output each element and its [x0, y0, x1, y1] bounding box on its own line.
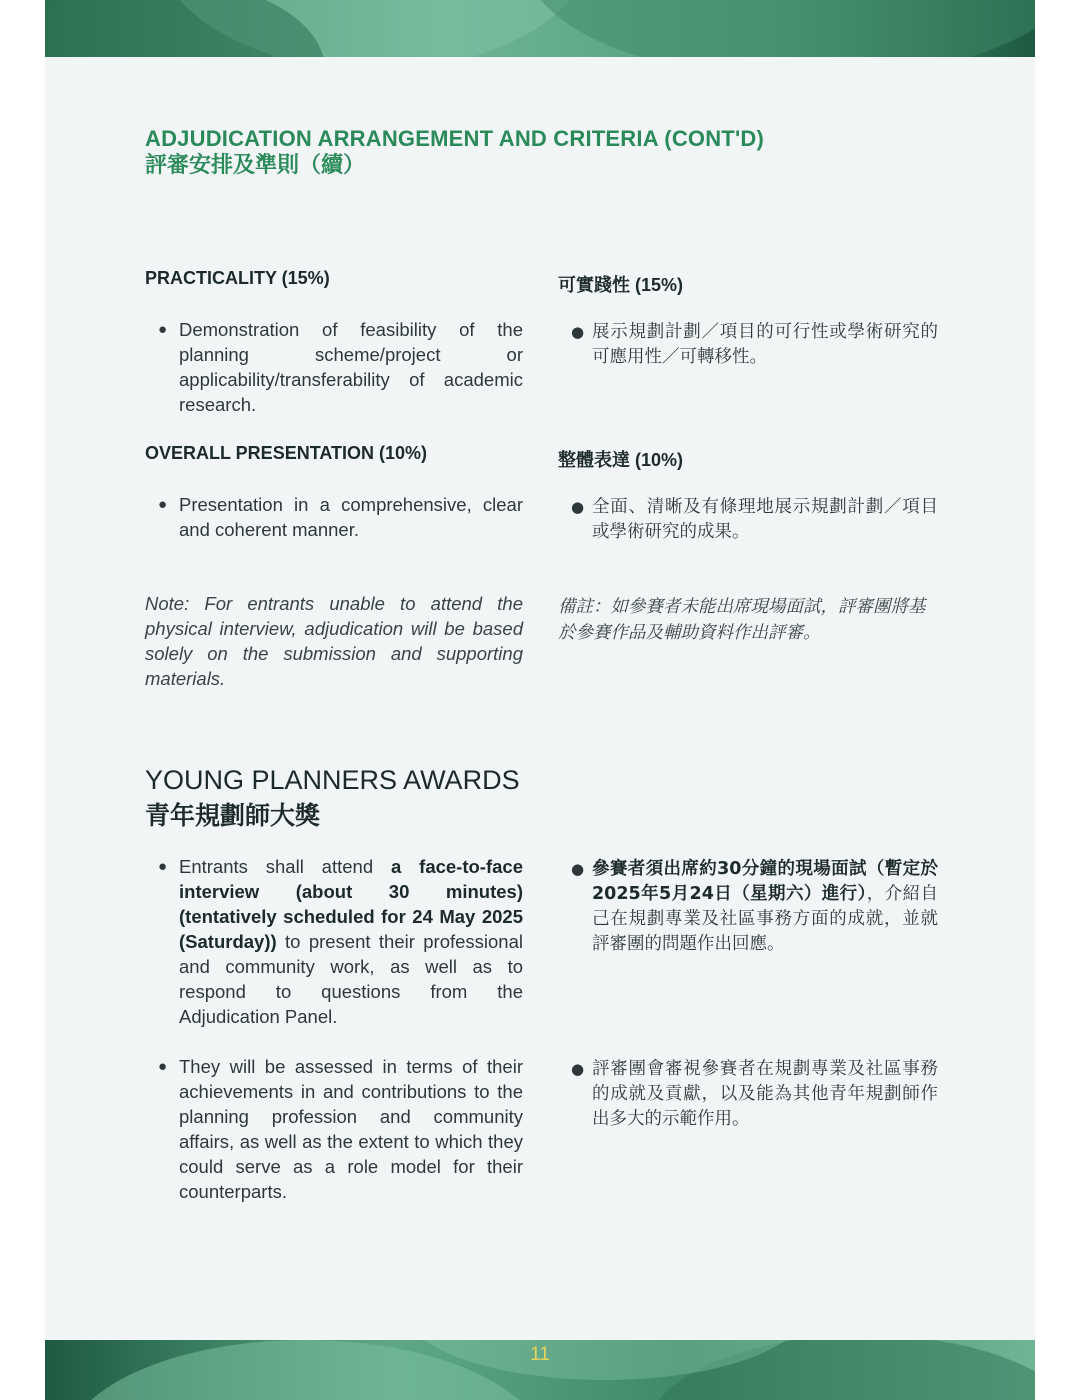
- young-planners-list-zh-1: [558, 857, 938, 957]
- practicality-text-zh: 展示規劃計劃／項目的可行性或學術研究的可應用性／可轉移性。: [592, 322, 938, 367]
- note-text-en: Note: For entrants unable to attend the physical interview, adjudication will be based solely on the submission and supporting materials.: [145, 593, 523, 689]
- overall-heading-zh: 整體表達 (10%): [558, 450, 684, 470]
- overall-list-en: [145, 492, 523, 542]
- yp-bullet1-en-bold: a face-to-face interview (about 30 minutes) (tentatively scheduled for 24 May 2025 (Saturday)): [179, 856, 523, 952]
- overall-heading-en: OVERALL PRESENTATION (10%): [145, 443, 428, 463]
- yp-bullet1-zh-bold: 參賽者須出席約30分鐘的現場面試（暫定於2025年5月24日（星期六）進行）: [592, 859, 938, 904]
- practicality-heading-en: PRACTICALITY (15%): [145, 268, 330, 288]
- list-item: ● 評審團會審視參賽者在規劃專業及社區事務的成就及貢獻，以及能為其他青年規劃師作出多大的示範作用。: [571, 1059, 938, 1129]
- young-planners-list-en: [145, 854, 523, 1204]
- note-en-block: [145, 591, 523, 691]
- yp-bullet2-zh: 評審團會審視參賽者在規劃專業及社區事務的成就及貢獻，以及能為其他青年規劃師作出多大的示範作用。: [592, 1059, 938, 1129]
- practicality-text-en: Demonstration of feasibility of the planning scheme/project or applicability/transferability of academic research.: [179, 319, 523, 415]
- young-planners-list-zh-2: [558, 1057, 938, 1132]
- yp-bullet1-en-pre: Entrants shall attend: [179, 856, 391, 877]
- yp-bullet1-zh-post: ，介紹自己在規劃專業及社區事務方面的成就，並就評審團的問題作出回應。: [592, 884, 938, 954]
- young-planners-title-en: YOUNG PLANNERS AWARDS: [145, 765, 520, 795]
- list-item: ● 參賽者須出席約30分鐘的現場面試（暫定於2025年5月24日（星期六）進行），介紹自己在規劃專業及社區事務方面的成就，並就評審團的問題作出回應。: [571, 859, 938, 954]
- page-title-zh: 評審安排及準則（續）: [145, 153, 366, 178]
- practicality-heading-zh: 可實踐性 (15%): [558, 275, 684, 295]
- list-item: ● 展示規劃計劃／項目的可行性或學術研究的可應用性／可轉移性。: [571, 322, 938, 367]
- list-item: ● Demonstration of feasibility of the planning scheme/project or applicability/transferability of academic research.: [158, 319, 523, 415]
- overall-list-zh: [558, 495, 938, 545]
- overall-text-en: Presentation in a comprehensive, clear and coherent manner.: [179, 494, 523, 540]
- note-text-zh: 備註：如參賽者未能出席現場面試，評審團將基於參賽作品及輔助資料作出評審。: [558, 597, 926, 643]
- document-page: [45, 0, 1035, 1400]
- practicality-list-en: [145, 317, 523, 417]
- list-item: ● 全面、清晰及有條理地展示規劃計劃／項目或學術研究的成果。: [571, 497, 938, 542]
- top-decorative-band: [45, 0, 1035, 57]
- yp-bullet1-en-post: to present their professional and community work, as well as to respond to questions from the Adjudication Panel.: [179, 931, 523, 1027]
- yp-bullet2-en: They will be assessed in terms of their achievements in and contributions to the planning profession and community affairs, as well as the extent to which they could serve as a role model for their counterparts.: [179, 1056, 523, 1202]
- young-planners-title-zh: 青年規劃師大獎: [145, 801, 321, 830]
- list-item: ● Presentation in a comprehensive, clear and coherent manner.: [158, 494, 523, 540]
- list-item: ● Entrants shall attend a face-to-face interview (about 30 minutes) (tentatively scheduled for 24 May 2025 (Saturday)) to present their professional and community work, as well as to respond to questions from the Adjudication Panel.: [158, 856, 523, 1027]
- page-number: 11: [530, 1344, 550, 1365]
- page-title-en: ADJUDICATION ARRANGEMENT AND CRITERIA (CONT'D): [145, 126, 764, 151]
- note-zh-block: [558, 594, 938, 646]
- list-item: ● They will be assessed in terms of their achievements in and contributions to the planning profession and community affairs, as well as the extent to which they could serve as a role model for their counterparts.: [158, 1056, 523, 1202]
- overall-text-zh: 全面、清晰及有條理地展示規劃計劃／項目或學術研究的成果。: [592, 497, 938, 542]
- practicality-list-zh: [558, 320, 938, 370]
